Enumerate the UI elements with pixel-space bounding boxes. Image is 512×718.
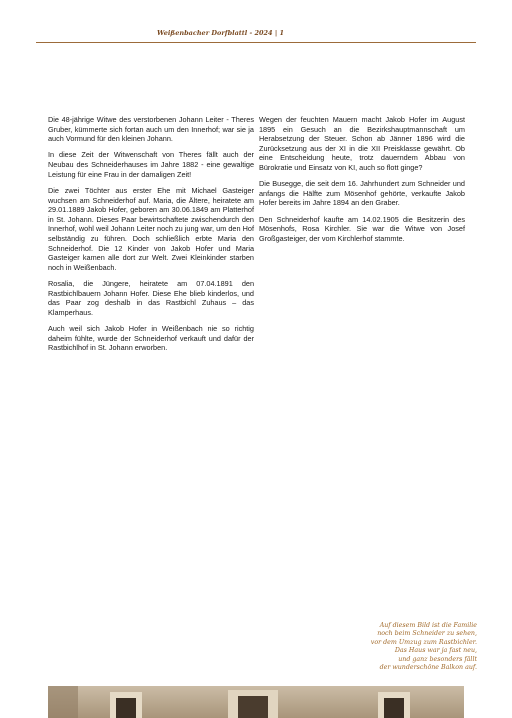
paragraph: Den Schneiderhof kaufte am 14.02.1905 die Besitzerin des Mösenhofs, Rosa Kirchler. Sie war die Witwe von Josef Großgasteiger, der vom Kirchlerhof stammte.	[259, 214, 465, 243]
caption-line: Auf diesem Bild ist die Familie	[379, 622, 477, 629]
header-divider	[36, 42, 476, 43]
photo-caption	[297, 622, 477, 672]
paragraph: Die Busegge, die seit dem 16. Jahrhundert zum Schneider und anfangs die Hälfte zum Mösenhof gehörte, verkaufte Jakob Hofer bereits im Jahre 1894 an den Graber.	[259, 179, 465, 208]
paragraph: Rosalia, die Jüngere, heiratete am 07.04.1891 den Rastbichlbauern Johann Hofer. Diese Ehe blieb kinderlos, und das Paar zog deshalb in das Rastbichl Zuhaus – das Klamperhaus.	[48, 278, 254, 317]
left-column	[48, 115, 254, 360]
paragraph: Die 48-jährige Witwe des verstorbenen Johann Leiter - Theres Gruber, kümmerte sich fortan auch um den Innerhof; war sie ja auch Vormund für den kleinen Johann.	[48, 115, 254, 144]
house-photo-image	[48, 686, 464, 718]
caption-line: der wunderschöne Balkon auf.	[379, 664, 477, 672]
caption-line: und ganz besonders fällt	[398, 655, 477, 663]
family-photo	[48, 686, 464, 718]
paragraph: In diese Zeit der Witwenschaft von Theres fällt auch der Neubau des Schneiderhauses im Jahre 1882 - eine gewaltige Leistung für eine Frau in der damaligen Zeit!	[48, 150, 254, 179]
page-header	[0, 0, 512, 42]
paragraph: Auch weil sich Jakob Hofer in Weißenbach nie so richtig daheim fühlte, wurde der Schneiderhof verkauft und dafür der Rastbichlhof in St. Johann erworben.	[48, 324, 254, 353]
header-title: Weißenbacher Dorfblattl - 2024 | 1	[156, 29, 284, 37]
paragraph: Die zwei Töchter aus erster Ehe mit Michael Gasteiger wuchsen am Schneiderhof auf. Maria, die Ältere, heiratete am 29.01.1889 Jakob Hofer, geboren am 30.06.1849 am Platterhof in St. Johann. Dieses Paar bewirtschaftete zwischendurch den Innerhof, wohl weil Johann Leiter noch zu jung war, um den Hof selbständig zu führen. Doch schließlich erbte Maria den Schneiderhof. Die 12 Kinder von Jakob Hofer und Maria Gasteiger kamen alle dort zur Welt. Zwei Kleinkinder starben noch in Weißenbach.	[48, 185, 254, 272]
right-column	[259, 115, 465, 250]
caption-line: Das Haus war ja fast neu,	[394, 647, 477, 655]
paragraph: Wegen der feuchten Mauern macht Jakob Hofer im August 1895 ein Gesuch an die Bezirkshauptmannschaft um Herabsetzung der Steuer. Schon ab Jänner 1896 wird die Zurücksetzung aus der XI in die XII Preisklasse gewährt. Ob eine Entscheidung heute, trotz dauerndem Abbau von Bürokratie und Einsatz von KI, auch so flott ginge?	[259, 115, 465, 172]
caption-line: noch beim Schneider zu sehen,	[377, 630, 477, 638]
caption-line: vor dem Umzug zum Rastbichler.	[370, 638, 477, 646]
